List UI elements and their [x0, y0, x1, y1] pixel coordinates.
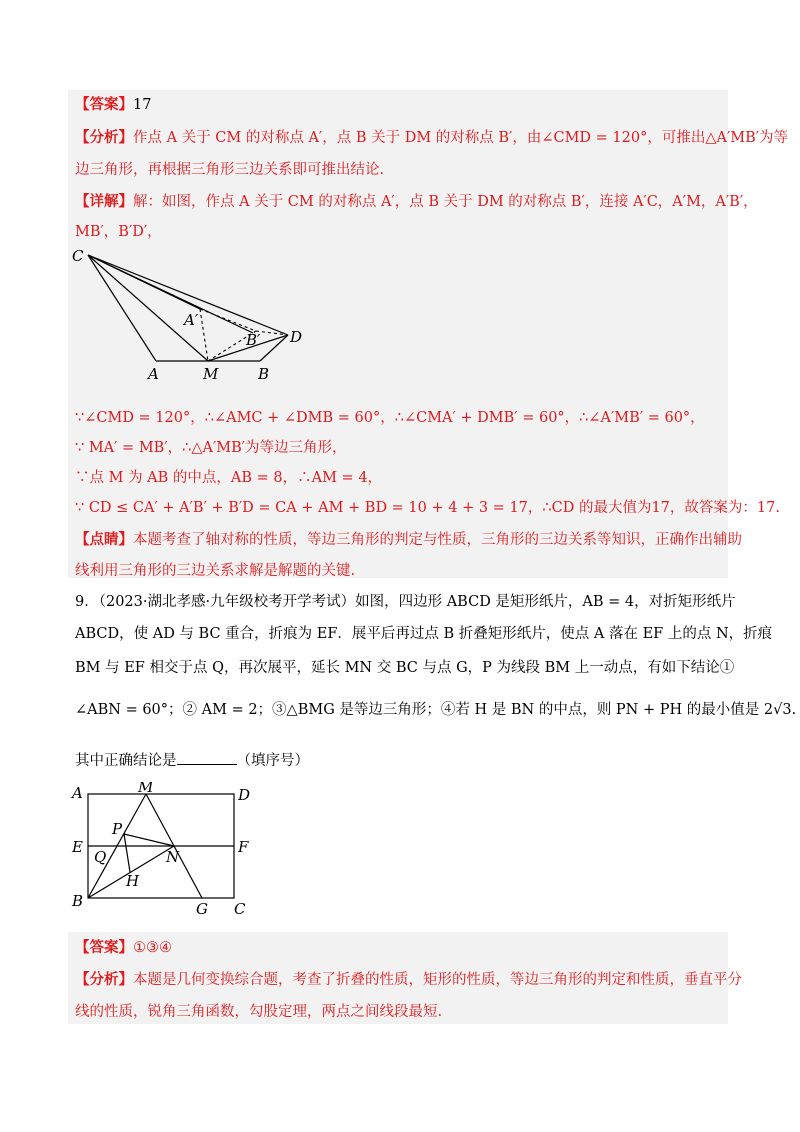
step-4: ∵ CD ≤ CA′ + A′B′ + B′D = CA + AM + BD = 10 + 4 + 3 = 17，∴CD 的最大值为17，故答案为：17. [75, 500, 780, 516]
comment-line-1 [75, 530, 742, 550]
label-C: C [234, 900, 246, 918]
segment-A-prime-M [200, 309, 208, 361]
answer2-tag: 【答案】 [75, 939, 133, 956]
label-H: H [126, 872, 140, 890]
question-hint: （填序号） [236, 753, 309, 769]
answer-value: 17 [133, 97, 152, 113]
analysis-text-1: 作点 A 关于 CM 的对称点 A′，点 B 关于 DM 的对称点 B′，由∠CMD = 120°，可推出△A′MB′为等 [133, 130, 789, 146]
question-line-1: 9．（2023·湖北孝感·九年级校考开学考试）如图，四边形 ABCD 是矩形纸片，AB = 4，对折矩形纸片 [75, 594, 736, 610]
step-1: ∵∠CMD = 120°，∴∠AMC + ∠DMB = 60°，∴∠CMA′ + DMB′ = 60°，∴∠A′MB′ = 60°， [75, 410, 705, 426]
figure-triangle [68, 245, 328, 385]
figure-rectangle [68, 782, 268, 922]
answer2-line [75, 938, 172, 958]
label-A: A [72, 784, 83, 802]
label-A: A [148, 365, 159, 383]
comment-tag: 【点睛】 [75, 531, 133, 548]
analysis2-tag: 【分析】 [75, 971, 133, 988]
label-B: B [72, 892, 84, 910]
label-B-prime: B′ [246, 331, 261, 349]
question-prompt: 其中正确结论是 [75, 753, 177, 769]
label-F: F [238, 838, 249, 856]
question-line-5 [75, 750, 309, 771]
segment-CM [88, 255, 208, 361]
figure-rectangle-svg [68, 782, 268, 922]
answer2-value: ①③④ [133, 940, 172, 956]
question-line-4: ∠ABN = 60°；② AM = 2；③△BMG 是等边三角形；④若 H 是 BN 的中点，则 PN + PH 的最小值是 2√3. [75, 702, 797, 718]
analysis-line-1 [75, 128, 788, 148]
question-line-2: ABCD，使 AD 与 BC 重合，折痕为 EF．展平后再过点 B 折叠矩形纸片，使点 A 落在 EF 上的点 N，折痕 [75, 626, 773, 642]
analysis2-text-1: 本题是几何变换综合题，考查了折叠的性质，矩形的性质，等边三角形的判定和性质，垂直平分 [133, 972, 742, 988]
label-C: C [72, 247, 84, 265]
label-Q: Q [94, 848, 107, 866]
answer-tag: 【答案】 [75, 96, 133, 113]
answer-line [75, 95, 151, 115]
detail-line-1 [75, 192, 758, 212]
label-M: M [203, 365, 219, 383]
label-D: D [290, 328, 303, 346]
label-B: B [258, 365, 270, 383]
detail-line-2: MB′，B′D′， [75, 224, 162, 240]
analysis2-line-2: 线的性质，锐角三角函数，勾股定理，两点之间线段最短. [75, 1004, 443, 1020]
question-line-3: BM 与 EF 相交于点 Q，再次展平，延长 MN 交 BC 与点 G，P 为线段 BM 上一动点，有如下结论① [75, 660, 735, 676]
comment-text-1: 本题考查了轴对称的性质，等边三角形的判定与性质，三角形的三边关系等知识，正确作出辅助 [133, 532, 742, 548]
label-D: D [238, 786, 251, 804]
figure-triangle-svg [68, 245, 328, 385]
comment-line-2: 线利用三角形的三边关系求解是解题的关键. [75, 563, 356, 579]
segment-BD [260, 335, 288, 361]
label-M: M [138, 782, 154, 796]
detail-tag: 【详解】 [75, 193, 133, 210]
segment-PH [124, 834, 130, 872]
label-P: P [112, 820, 123, 838]
step-3: ∵点 M 为 AB 的中点，AB = 8，∴AM = 4， [75, 470, 383, 486]
analysis-tag: 【分析】 [75, 129, 133, 146]
step-2: ∵ MA′ = MB′，∴△A′MB′为等边三角形， [75, 440, 347, 456]
segment-PN [124, 834, 174, 846]
analysis-line-2: 边三角形，再根据三角形三边关系即可推出结论. [75, 162, 385, 178]
analysis2-line-1 [75, 970, 742, 990]
answer-blank [177, 750, 237, 765]
label-A-prime: A′ [184, 311, 199, 329]
label-G: G [196, 900, 208, 918]
label-N: N [166, 848, 180, 866]
detail-text-1: 解：如图，作点 A 关于 CM 的对称点 A′，点 B 关于 DM 的对称点 B′，连接 A′C，A′M，A′B′， [133, 194, 758, 210]
label-E: E [72, 838, 83, 856]
